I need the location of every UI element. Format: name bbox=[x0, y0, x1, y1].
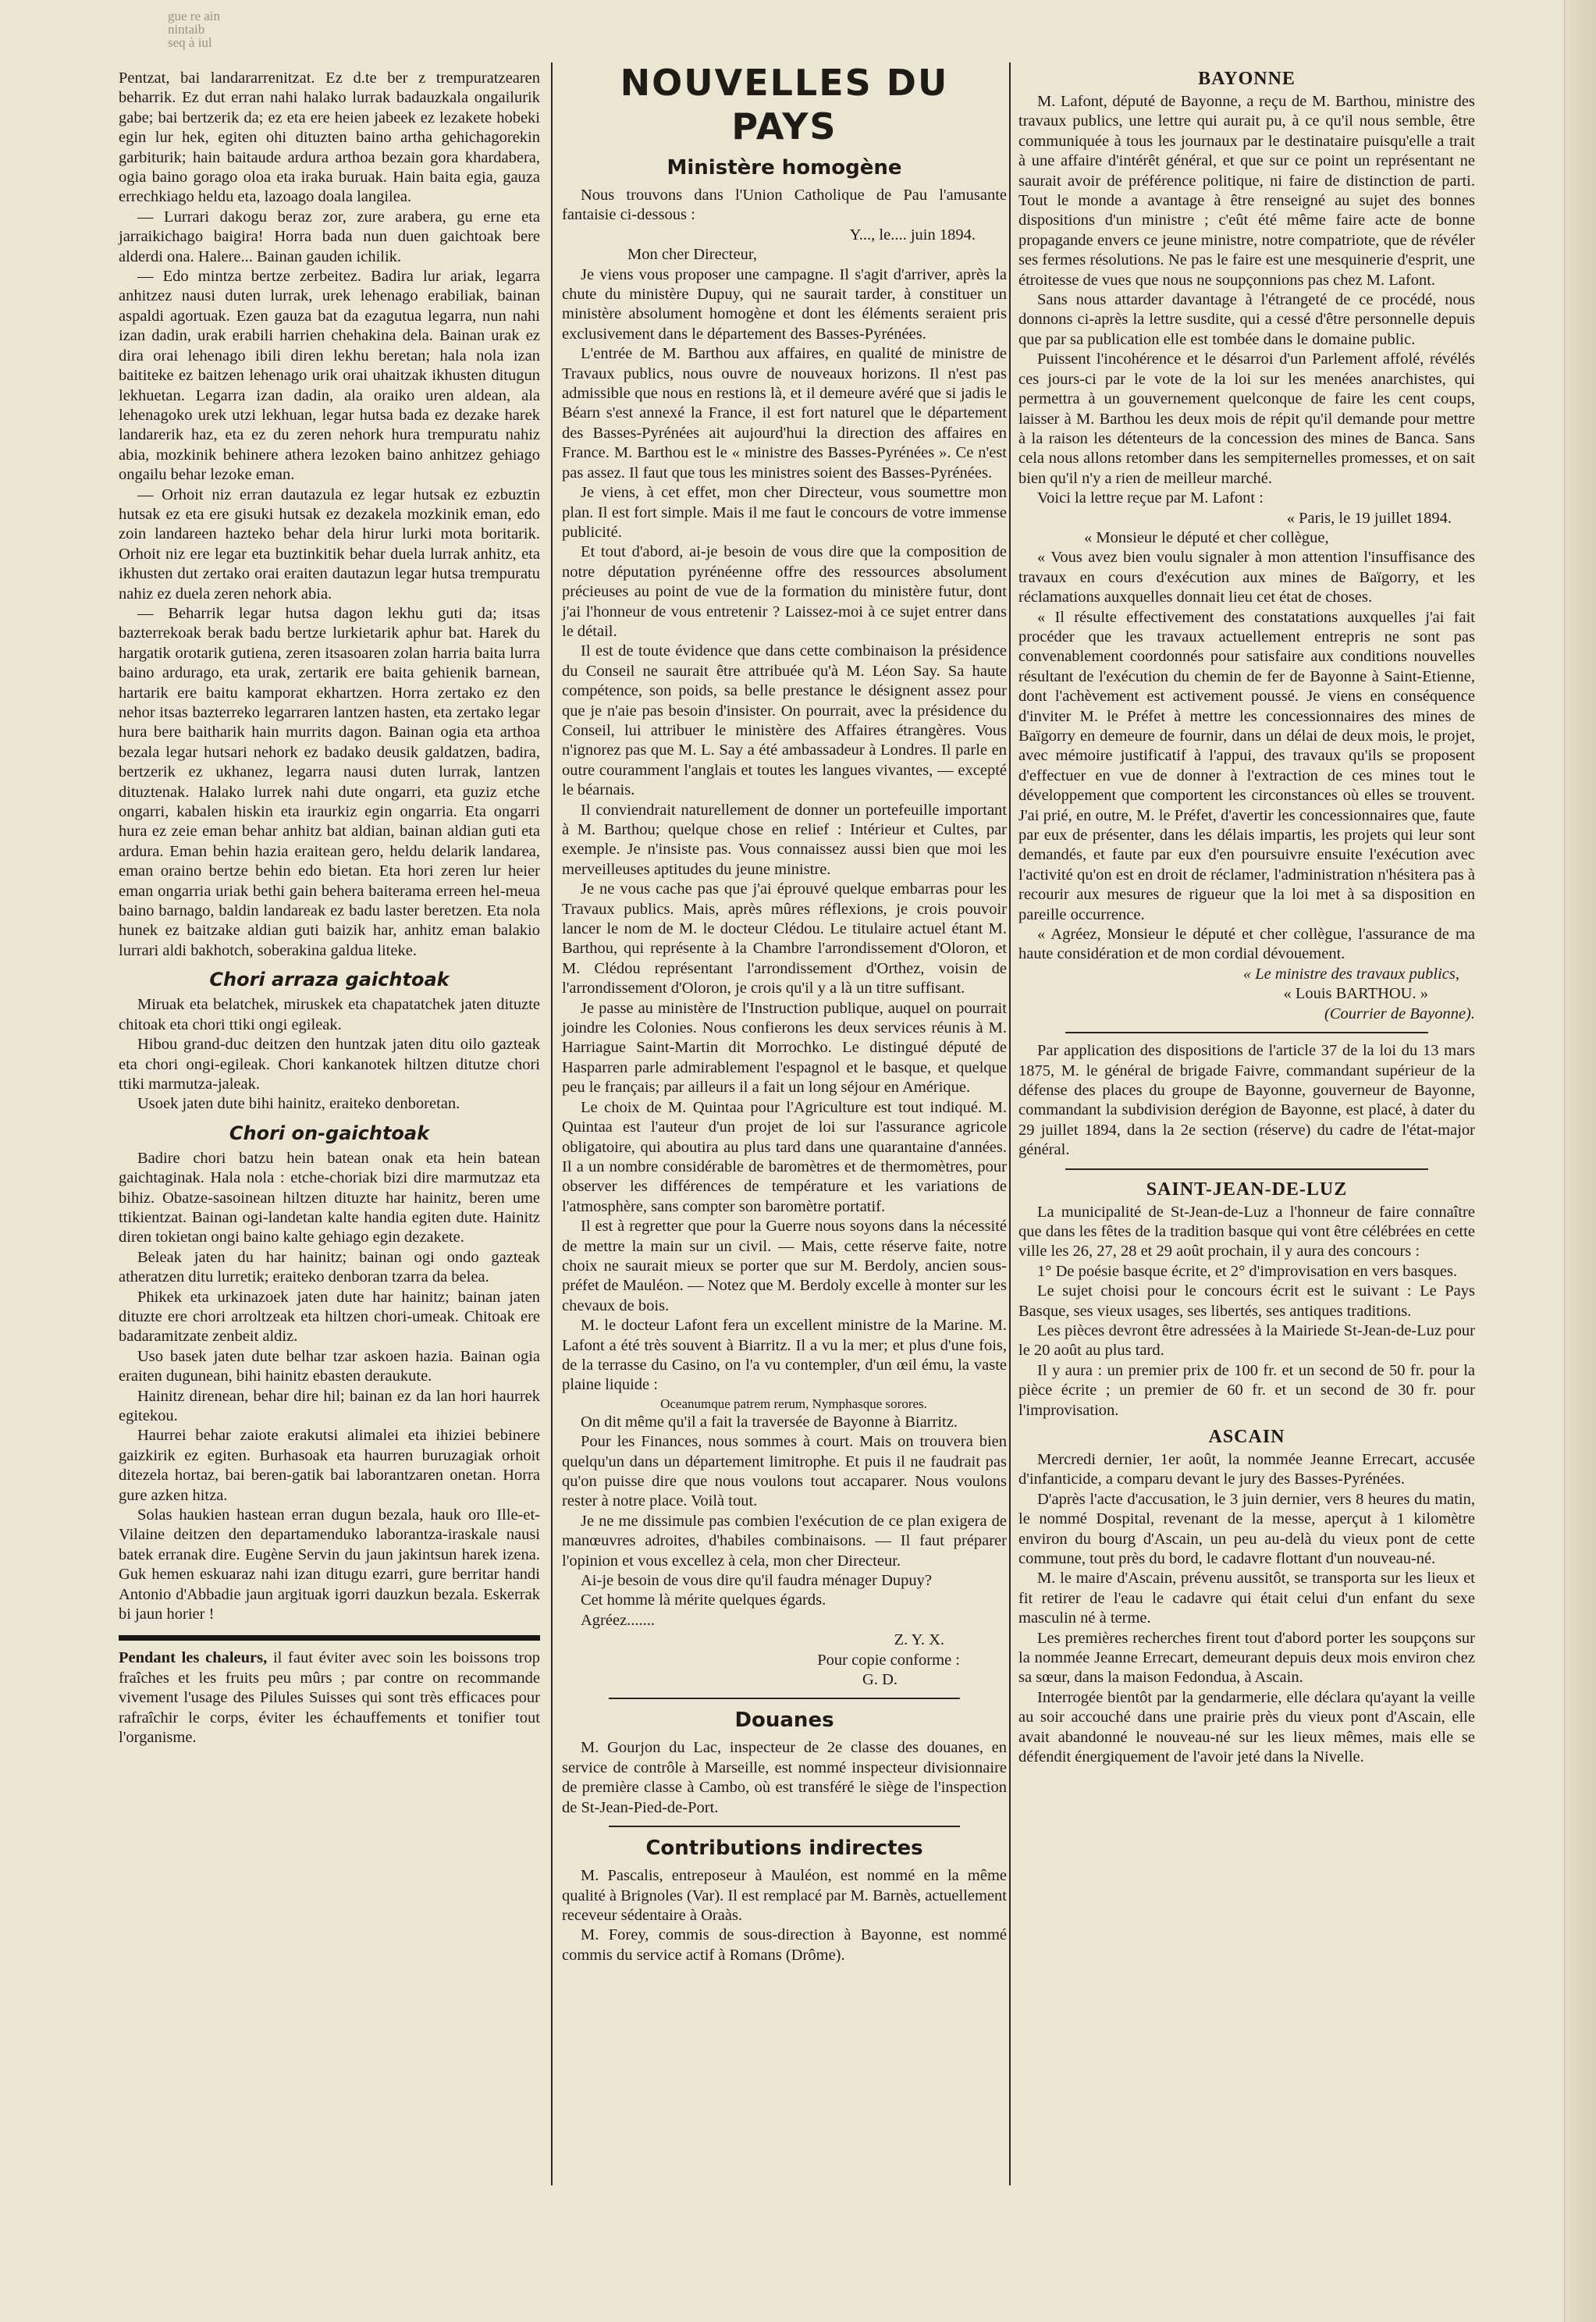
separator bbox=[119, 1635, 540, 1641]
signature-1: Z. Y. X. bbox=[894, 1631, 944, 1649]
separator bbox=[609, 1698, 960, 1699]
section-heading: Chori arraza gaichtoak bbox=[209, 969, 450, 991]
paragraph: Hibou grand-duc deitzen den huntzak jaten ditu oilo gazteak eta chori ongi-egileak. Chori kankanotek hiltzen ditutze chori ttiki marmutza-jaleak. bbox=[119, 1036, 540, 1093]
paragraph: Voici la lettre reçue par M. Lafont : bbox=[1037, 489, 1264, 507]
signature-2: G. D. bbox=[862, 1671, 898, 1689]
paragraph: Je viens vous proposer une campagne. Il s'agit d'arriver, après la chute du ministère Dupuy, qui ne saurait tarder, à constituer un ministère absolument homogène et dont les éléments seraient pris exclusivement dans le département des Basses-Pyrénées. bbox=[562, 265, 1007, 343]
paragraph: M. Lafont, député de Bayonne, a reçu de M. Barthou, ministre des travaux publics, une lettre qui aurait pu, à ce qu'il nous semble, être communiquée à tous les journaux par le destinataire puisqu'elle a trait à une affaire d'intérêt général, et que sur ce point un représentant ne saurait avoir de préférence politique, ni faire de distinction de parti. Tout le monde a avantage à être renseigné au sujet des bonnes dispositions d'un ministre ; c'eût été même faire acte de bonne propagande envers ce jeune ministre, notre compatriote, que de révéler ses fermes résolutions. Ne pas le faire est une mesquinerie d'esprit, une étroitesse de vues que nous ne soupçonnions pas chez M. Lafont. bbox=[1018, 93, 1475, 289]
paragraph: Je ne vous cache pas que j'ai éprouvé quelque embarras pour les Travaux publics. Mais, après mûres réflexions, je crois pouvoir lancer le nom de M. le docteur Clédou. Le titulaire actuel étant M. Barthou, qui représente à la Chambre l'arrondissement d'Oloron, et M. Clédou représentant l'arrondissement d'Orthez, voisin de l'arrondissement d'Oloron, je crois qu'il y a là un titre suffisant. bbox=[562, 880, 1007, 997]
ad-text: il faut éviter avec soin les boissons trop fraîches et les fruits peu mûrs ; par contre on recommande vivement l'usage des Pilules Suisses qui sont très efficaces pour rafraîchir le corps, éviter les échauffements et tonifier tout l'organisme. bbox=[119, 1649, 540, 1747]
paragraph: Solas haukien hastean erran dugun bezala, hauk oro Ille-et-Vilaine deitzen den departamenduko laborantza-iraskale nausi batek erranak dire. Eugène Servin du jaun jakintsun harek izena. Guk hemen eskuaraz nahi izan ditugu ezarri, gure berritar handi Antonio d'Abbadie jaun argituak igorri dauzkun bezala. Eskerrak bi jaun horier ! bbox=[119, 1506, 540, 1623]
page-edge bbox=[1564, 0, 1596, 2322]
column-rule-2 bbox=[1009, 62, 1011, 2185]
column-rule-1 bbox=[551, 62, 553, 2185]
separator bbox=[1065, 1032, 1428, 1033]
paragraph: Sans nous attarder davantage à l'étrangeté de ce procédé, nous donnons ci-après la lettre susdite, qui a cessé d'être personnelle depuis que par sa publication elle est tombée dans le domaine public. bbox=[1018, 291, 1475, 348]
paragraph: Beleak jaten du har hainitz; bainan ogi ondo gazteak atheratzen ditu lurretik; eraiteko denboran tzarra da belea. bbox=[119, 1248, 540, 1286]
paragraph: M. Pascalis, entreposeur à Mauléon, est nommé en la même qualité à Brignoles (Var). Il est remplacé par M. Barnès, actuellement receveur sédentaire à Oraàs. bbox=[562, 1867, 1007, 1924]
paragraph: — Orhoit niz erran dautazula ez legar hutsak ez ezbuztin hutsak ez eta ere gisuki hutsak ez dezakela mozkinik eman, edo zoin landareen hazteko behar dela hirur lurki mota boritarik. Orhoit niz ere legar eta buztinkitik behar duela lurrak anhitz, eta ikhusten dut zertako orai eraiten dautazun legar hutsa trempuratu nahiz ez duela zeren nehork abia. bbox=[119, 485, 540, 603]
paragraph: Miruak eta belatchek, miruskek eta chapatatchek jaten dituzte chitoak eta chori ttiki ongi egileak. bbox=[119, 996, 540, 1033]
paragraph: Le sujet choisi pour le concours écrit est le suivant : Le Pays Basque, ses vieux usages, ses libertés, ses antiques traditions. bbox=[1018, 1282, 1475, 1320]
paragraph: Cet homme là mérite quelques égards. bbox=[581, 1591, 826, 1609]
left-body bbox=[119, 69, 540, 961]
letter-signer: « Louis BARTHOU. » bbox=[1283, 985, 1428, 1003]
douanes-title: Douanes bbox=[734, 1709, 834, 1733]
paragraph: Le choix de M. Quintaa pour l'Agriculture est tout indiqué. M. Quintaa est l'auteur d'un projet de loi sur l'assurance agricole obligatoire, qui aboutira au plus tard dans une quarantaine d'années. Il a un nombre considérable de baromètres et de thermomètres, pour observer les différences de température et les variations de l'atmosphère, sans compter son baromètre portatif. bbox=[562, 1098, 1007, 1215]
paragraph: Phikek eta urkinazoek jaten dute har hainitz; bainan jaten dituzte ere chori arroltzeak eta hiltzen chori-umeak. Chitoak ere badaramitzate zenbeit aldiz. bbox=[119, 1288, 540, 1346]
paragraph: — Beharrik legar hutsa dagon lekhu guti da; itsas bazterrekoak berak badu bertze lurkietarik aphur bat. Harek du hargatik orotarik gutiena, zeren itsasoaren zolan harria baita lurra baino ardurago, eta urak, zertarik ere baita gehienik barnean, hartarik ere baitu kamporat ekhartzen. Horra zertako ez den nehor itsas bazterreko legarraren lantzen hasten, eta zertako legar hura bere baitharik hain murrits dagon. Bainan ogia eta arthoa bezala legar hutsari nehork ez badako deusik galdatzen, badira, bertzerik ez ukhanez, legarra nausi duten lurrak, lantzen dituztenak. Halako lurrek nahi dute ongarri, eta guziz etche ongarri, kabalen hiskin eta iraurkiz egin ongarria. Eta ongarri hura ez zeie eman behar anhitz bat aldian, bainan aldian guti eta ardura. Eman behin hazia eraitean gero, heldu delarik landarea, eman oraino bertze behin edo bietan. Eta hori zeren lur heier eman ongarria uriak bethi gain behera baiterama erreen hel-meua baino barnago, baldin landareak ez badu laster beretzen. Eta nola hunek ez baitzake aldian guti baizik har, anhitz eman balakio lurrari aldi bakhotch, soberakina galdua liteke. bbox=[119, 604, 540, 959]
salutation: Mon cher Directeur, bbox=[627, 246, 757, 264]
paragraph: Les premières recherches firent tout d'abord porter les soupçons sur la nommée Jeanne Errecart, demeurant depuis deux mois environ chez sa sœur, dans la maison Fedondua, à Ascain. bbox=[1018, 1629, 1475, 1687]
paragraph: M. le docteur Lafont fera un excellent ministre de la Marine. M. Lafont a été très souvent à Biarritz. Il a vu la mer; et plus d'une fois, de la terrasse du Casino, on l'a vu contempler, d'un œil ému, la vaste plaine liquide : bbox=[562, 1317, 1007, 1394]
douanes-text: M. Gourjon du Lac, inspecteur de 2e classe des douanes, en service de contrôle à Marseille, est nommé inspecteur divisionnaire de première classe à Cambo, où est transféré le siège de l'inspection de St-Jean-Pied-de-Port. bbox=[562, 1739, 1007, 1816]
bayonne-body bbox=[1018, 92, 1475, 509]
letter-source: (Courrier de Bayonne). bbox=[1324, 1005, 1475, 1022]
paragraph: Il est de toute évidence que dans cette combinaison la présidence du Conseil ne saurait être attribuée qu'à M. Léon Say. Sa haute compétence, son poids, sa belle prestance le désignent assez pour que je n'aie pas besoin d'insister. On pourrait, avec la présidence du Conseil, lui attribuer le ministère des Affaires étrangères. Vous n'ignorez pas que M. L. Say a été ambassadeur à Londres. Il parle en outre couramment l'anglais et toutes les langues vivantes, — excepté le béarnais. bbox=[562, 642, 1007, 799]
letter-salutation: « Monsieur le député et cher collègue, bbox=[1084, 528, 1329, 546]
section-heading: Chori on-gaichtoak bbox=[229, 1122, 430, 1144]
paragraph: L'entrée de M. Barthou aux affaires, en qualité de ministre de Travaux publics, nous ouvre de nouveaux horizons. Il n'est pas admissible que nous en restions là, et il demeure avéré que si jadis le Béarn s'est annexé la France, il est fort naturel que le département des Basses-Pyrénées ait aujourd'hui la direction des affaires en France. M. Barthou est le « ministre des Basses-Pyrénées ». Ce n'est pas assez. Il faut que tous les ministres soient des Basses-Pyrénées. bbox=[562, 345, 1007, 482]
paragraph: M. le maire d'Ascain, prévenu aussitôt, se transporta sur les lieux et fit retirer de l'eau le cadavre qui était celui d'un enfant du sexe masculin né à terme. bbox=[1018, 1570, 1475, 1627]
separator bbox=[1065, 1168, 1428, 1170]
article-title: Ministère homogène bbox=[666, 156, 902, 180]
paragraph: « Agréez, Monsieur le député et cher collègue, l'assurance de ma haute considération et de mon cordial dévouement. bbox=[1018, 926, 1475, 963]
paragraph: Pour les Finances, nous sommes à court. Mais on trouvera bien quelqu'un dans un département limitrophe. Et puis il ne faudrait pas qu'on puisse dire que nous voulons tout accaparer. Nous voulons rester à notre place. Voilà tout. bbox=[562, 1433, 1007, 1510]
article-body bbox=[562, 265, 1007, 1631]
paragraph: La municipalité de St-Jean-de-Luz a l'honneur de faire connaître que dans les fêtes de la tradition basque qui vont être célébrées en cette ville les 26, 27, 28 et 29 août prochain, il y aura des concours : bbox=[1018, 1203, 1475, 1261]
left-column bbox=[119, 69, 540, 1748]
paragraph: D'après l'acte d'accusation, le 3 juin dernier, vers 8 heures du matin, le nommé Dospital, revenant de la messe, aperçut à 1 kilomètre environ du bourg d'Ascain, un peu au-delà du vieux pont de cette commune, tout près du bord, le cadavre flottant d'un nouveau-né. bbox=[1018, 1490, 1475, 1568]
middle-column bbox=[562, 61, 1007, 1965]
paragraph: « Vous avez bien voulu signaler à mon attention l'insuffisance des travaux en cours d'exécution aux mines de Baïgorry, et les réclamations auxquelles donnait lieu cet état de choses. bbox=[1018, 549, 1475, 606]
paragraph: Il est à regretter que pour la Guerre nous soyons dans la nécessité de mettre la main sur un civil. — Mais, cette réserve faite, notre choix ne saurait mieux se porter que sur M. Berdoly, ancien sous-préfet de Mauléon. — Notez que M. Berdoly excelle à monter sur les chevaux de bois. bbox=[562, 1218, 1007, 1314]
letter-body bbox=[1018, 548, 1475, 965]
paragraph: Pentzat, bai landararrenitzat. Ez d.te ber z trempuratzearen beharrik. Ez dut erran nahi halako lurrak badauzkala ongailurik gabe; bai bertzerik da; ez eta ere heien jabeek ez lezakete hobeki egin lur hek, egiten ohi dituzten baino artha gehichagorekin garbiturik; hain baitaude ardura arthoa bezain gora khardabera, ogia baino gorago oloa eta iraka buruak. Hain baita egia, gauza errechkiago heldu eta, lazoago doala langilea. bbox=[119, 69, 540, 206]
bayonne-heading: BAYONNE bbox=[1198, 69, 1296, 89]
article-intro: Nous trouvons dans l'Union Catholique de Pau l'amusante fantaisie ci-dessous : bbox=[562, 187, 1007, 224]
paragraph: « Il résulte effectivement des constatations auxquelles j'ai fait procéder que les travaux actuellement entrepris ne sont pas convenablement coordonnés pour satisfaire aux conditions nouvelles résultant de l'exécution du chemin de fer de Bayonne à Saint-Etienne, dont l'achèvement est activement poussé. Je viens en conséquence d'inviter M. le Préfet à mettre les concessionnaires des mines de Baïgorry en demeure de fournir, dans un délai de deux mois, le projet, avec mémoire justificatif à l'appui, des travaux qu'ils se proposent d'effectuer en vue de donner à l'extraction de ces mines tout le développement que comportent les circonstances où elles se trouvent. J'ai prié, en outre, M. le Préfet, d'avertir les concessionnaires que, faute par eux de présenter, dans les délais impartis, les projets qui leur sont demandés, et faute par eux d'en poursuivre ensuite l'exécution avec l'activité qu'on est en droit de réclamer, l'administration n'hésitera pas à recourir aux mesures de rigueur que la loi met à sa disposition en pareille occurrence. bbox=[1018, 608, 1475, 923]
paragraph: Mercredi dernier, 1er août, la nommée Jeanne Errecart, accusée d'infanticide, a comparu devant le jury des Basses-Pyrénées. bbox=[1018, 1451, 1475, 1488]
ascain-body bbox=[1018, 1450, 1475, 1768]
paragraph: Hainitz direnean, behar dire hil; bainan ez da lan hori haurrek egitekou. bbox=[119, 1387, 540, 1424]
letter-signature: « Le ministre des travaux publics, bbox=[1242, 965, 1459, 983]
contributions-title: Contributions indirectes bbox=[645, 1837, 923, 1861]
paragraph: Haurrei behar zaiote erakutsi alimalei eta ihiziei bebinere gaizkirik ez egiten. Burhasoak eta haurren buruzagiak orhoit ditezela hortaz, bai beren-gatik bai laborantzaren onetan. Horra gure azken hitza. bbox=[119, 1427, 540, 1504]
paragraph: Et tout d'abord, ai-je besoin de vous dire que la composition de notre députation pyrénéenne offre des ressources absolument précieuses au point de vue de la formation du ministère futur, dont j'ai l'honneur de vous entretenir ? Laissez-moi à ce sujet entrer dans le détail. bbox=[562, 543, 1007, 640]
paragraph: Il y aura : un premier prix de 100 fr. et un second de 50 fr. pour la pièce écrite ; un premier de 60 fr. et un second de 30 fr. pour l'improvisation. bbox=[1018, 1361, 1475, 1419]
closing: Agréez....... bbox=[581, 1611, 656, 1629]
right-column bbox=[1018, 62, 1475, 1768]
stjean-body bbox=[1018, 1203, 1475, 1421]
corner-note: gue re ain nintaib seq à iul bbox=[168, 9, 221, 50]
masthead: NOUVELLES DU PAYS bbox=[620, 62, 949, 148]
ascain-heading: ASCAIN bbox=[1208, 1427, 1285, 1447]
letter-date: « Paris, le 19 juillet 1894. bbox=[1286, 509, 1452, 527]
paragraph: Je viens, à cet effet, mon cher Directeur, vous soumettre mon plan. Il est fort simple. Mais il me faut le concours de votre immense publicité. bbox=[562, 484, 1007, 541]
paragraph: Je ne me dissimule pas combien l'exécution de ce plan exigera de manœuvres adroites, d'habiles combinaisons. — Il faut préparer l'opinion et vous excellez à cela, mon cher Directeur. bbox=[562, 1512, 1007, 1570]
ad-lead: Pendant les chaleurs, bbox=[119, 1649, 268, 1667]
paragraph: Je passe au ministère de l'Instruction publique, auquel on pourrait joindre les Colonies. Nous confierons les deux services réunis à M. Harriague Saint-Martin dit Morrochko. Le distingué député de Hasparren parle admirablement l'espagnol et le basque, et quelque peu le français; par ailleurs il a fait un long séjour en Amérique. bbox=[562, 999, 1007, 1097]
stjean-heading: SAINT-JEAN-DE-LUZ bbox=[1146, 1179, 1348, 1200]
general-notice: Par application des dispositions de l'article 37 de la loi du 13 mars 1875, M. le général de brigade Faivre, commandant supérieur de la défense des places du groupe de Bayonne, gouverneur de Bayonne, commandant la subdivision derégion de Bayonne, est placé, à dater du 29 juillet 1894, dans la 2e section (réserve) du cadre de l'état-major général. bbox=[1018, 1042, 1475, 1159]
paragraph: M. Forey, commis de sous-direction à Bayonne, est nommé commis du service actif à Romans (Drôme). bbox=[562, 1926, 1007, 1964]
paragraph: Ai-je besoin de vous dire qu'il faudra ménager Dupuy? bbox=[581, 1572, 932, 1590]
paragraph: 1° De poésie basque écrite, et 2° d'improvisation en vers basques. bbox=[1037, 1262, 1458, 1280]
copy-note: Pour copie conforme : bbox=[817, 1651, 960, 1669]
paragraph: Interrogée bientôt par la gendarmerie, elle déclara qu'ayant la veille au soir accouché dans une prairie près du vieux pont d'Ascain, elle avait abandonné le nouveau-né sur les lieux mêmes, mais elle se défendit énergiquement de l'avoir jeté dans la Nivelle. bbox=[1018, 1688, 1475, 1766]
paragraph: Badire chori batzu hein batean onak eta hein batean gaichtaginak. Hala nola : etche-choriak bizi dire marmutzaz eta bihiz. Obatze-sasoinean hiltzen dituzte har hainitz, beren ume ttikientzat. Bainan ogi-landetan kalte handia egiten dute. Hainitz diren tokietan ongi baino kalte gehiago egin dezakete. bbox=[119, 1149, 540, 1246]
paragraph: Il conviendrait naturellement de donner un portefeuille important à M. Barthou; quelque chose en relief : Intérieur et Cultes, par exemple. Je n'insiste pas. Vous connaissez aussi bien que moi les merveilleuses aptitudes du jeune ministre. bbox=[562, 801, 1007, 878]
advertisement bbox=[119, 1648, 540, 1748]
paragraph: Uso basek jaten dute belhar tzar askoen hazia. Bainan ogia eraiten dugunean, bihi hainitz ebasten deraukute. bbox=[119, 1347, 540, 1385]
paragraph: Usoek jaten dute bihi hainitz, eraiteko denboretan. bbox=[137, 1095, 460, 1113]
paragraph: — Edo mintza bertze zerbeitez. Badira lur ariak, legarra anhitzez nausi duten lurrak, urek lehenago erabiliak, bainan aspaldi agortuak. Ezen gauza bat da ezagutua legarra, nun nahi izan dadin, urak erabili harrien chehakina dela. Bainan urak ez dira orai lehenago ibili diren lekhu beretan; hala nola izan baititeke ez baitzen lehenago urik orai uhaitzak ikhusten ditugun lekhuetan. Legarra izan dadin, ala oraiko uren aldean, ala lehenagoko urek utzi lekhuan, legar hutsa bada ez dezake harek landarerik haz, eta ez du zeren nehork hura trempuratu nahiz abia, mozkinik behinere athera lezoken baino anhitzez gehiago ongailu behar lezoke eman. bbox=[119, 268, 540, 484]
paragraph: On dit même qu'il a fait la traversée de Bayonne à Biarritz. bbox=[581, 1413, 958, 1431]
contributions-body bbox=[562, 1866, 1007, 1965]
separator bbox=[609, 1826, 960, 1827]
latin-quote: Oceanumque patrem rerum, Nymphasque sorores. bbox=[660, 1396, 927, 1411]
left-sections bbox=[119, 967, 540, 1624]
paragraph: — Lurrari dakogu beraz zor, zure arabera, gu erne eta jarraikichago baigira! Horra bada nun duen gaichtoak bere alderdi ona. Halere... Bainan gauden ichilik. bbox=[119, 208, 540, 265]
paragraph: Les pièces devront être adressées à la Mairiede St-Jean-de-Luz pour le 20 août au plus tard. bbox=[1018, 1321, 1475, 1360]
paragraph: Puissent l'incohérence et le désarroi d'un Parlement affolé, révélés ces jours-ci par le vote de la loi sur les menées anarchistes, qui permettra à un gouvernement quelconque de faire les cent coups, laisser à M. Barthou les deux mois de répit qu'il demande pour mettre à la raison les détenteurs de la concession des mines de Banca. Sans cela nous allons retomber dans les sempiternelles promesses, et on sait bien qu'il n'y a rien de meilleur marché. bbox=[1018, 350, 1475, 487]
dateline: Y..., le.... juin 1894. bbox=[849, 226, 976, 244]
